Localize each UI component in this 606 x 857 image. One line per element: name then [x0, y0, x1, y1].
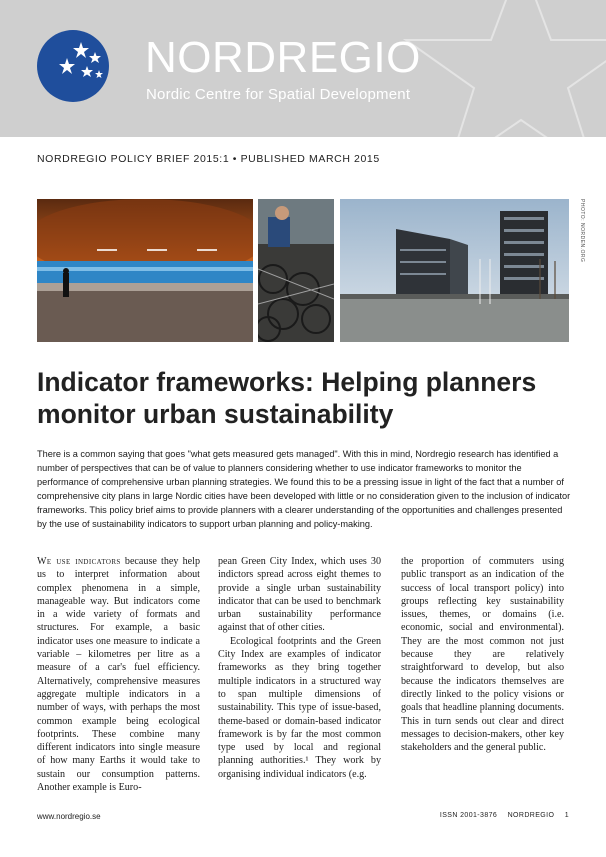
photo-bicycle-rack — [258, 199, 334, 342]
nordregio-logo-icon — [37, 30, 109, 102]
body-column-2 — [218, 555, 381, 781]
page-title: Indicator frameworks: Helping planners monitor urban sustainability — [37, 367, 537, 429]
paragraph: Ecological footprints and the Green City Index are examples of indicator frameworks as they bring together multiple indicators in a structured way to span multiple dimensions of sustainability. This type of issue-based, theme-based or domain-based indicator framework is by far the most common type used by local and regional planning authorities.¹ They work by organising individual indicators (e.g. — [218, 635, 381, 780]
nordregio-wordmark: NORDREGIO — [145, 33, 421, 82]
paragraph — [37, 555, 200, 794]
policy-brief-line: NORDREGIO POLICY BRIEF 2015:1 • PUBLISHED MARCH 2015 — [37, 153, 380, 165]
paragraph-text: because they help us to interpret information about complex phenomena in a simple, manageable way. But indicators come in a wide variety of formats and structures. For example, a basic indicator uses one measure to indicate a variable – kilometres per litre as a measure of a car's fuel efficiency. Alternatively, comprehensive measures aggregate multiple indicators in a number of ways, with perhaps the most common example being ecological footprints. These combine many different indicators into single measure of how many Earths it would take to sustain our consumption patterns. Another example is Euro- — [37, 556, 200, 794]
footer-meta — [432, 812, 569, 819]
photo-credit: PHOTO: NORDEN.ORG — [579, 199, 585, 263]
logo-subtitle: Nordic Centre for Spatial Development — [146, 86, 411, 103]
body-column-1 — [37, 555, 200, 794]
footer-website-link[interactable]: www.nordregio.se — [37, 812, 101, 821]
header-band — [0, 0, 606, 137]
photo-metro-station — [37, 199, 253, 342]
issn: ISSN 2001-3876 — [439, 812, 498, 819]
lead-in: We use indicators — [37, 556, 121, 567]
body-column-3 — [401, 555, 564, 754]
paragraph: pean Green City Index, which uses 30 indictors spread across eight themes to provide a single urban sustainability indicator that can be used to benchmark urban sustainability performance against that of other cities. — [218, 556, 381, 634]
paragraph: the proportion of commuters using public transport as an indication of the success of local transport policy) into groups reflecting key sustainability issues, themes, or domains (i.e. economic, social and environmental). They are the most common not just because they are relatively straightforward to develop, but also because the indicators themselves are directly linked to the policy visions or goals that headline planning documents. This in turn sends out clear and direct messages to decision-makers, other key stakeholders and the general public. — [401, 556, 564, 754]
page-number: 1 — [564, 812, 569, 819]
intro-paragraph: There is a common saying that goes "what gets measured gets managed". With this in mind, Nordregio research has identified a number of perspectives that can be of value to planners considering whether to use indicator frameworks to monitor the performance of comprehensive urban planning strategies. We found this to be a pressing issue in light of the fact that a number of comprehensive city plans in large Nordic cities have been developed with little or no consideration given to the inclusion of indicator frameworks. This policy brief aims to provide planners with a clearer understanding of the opportunities and challenges presented by the use of sustainability indicators to support urban planning and policy-making. — [37, 449, 571, 530]
photo-modern-buildings — [340, 199, 569, 342]
footer-brand: NORDREGIO — [507, 812, 555, 819]
